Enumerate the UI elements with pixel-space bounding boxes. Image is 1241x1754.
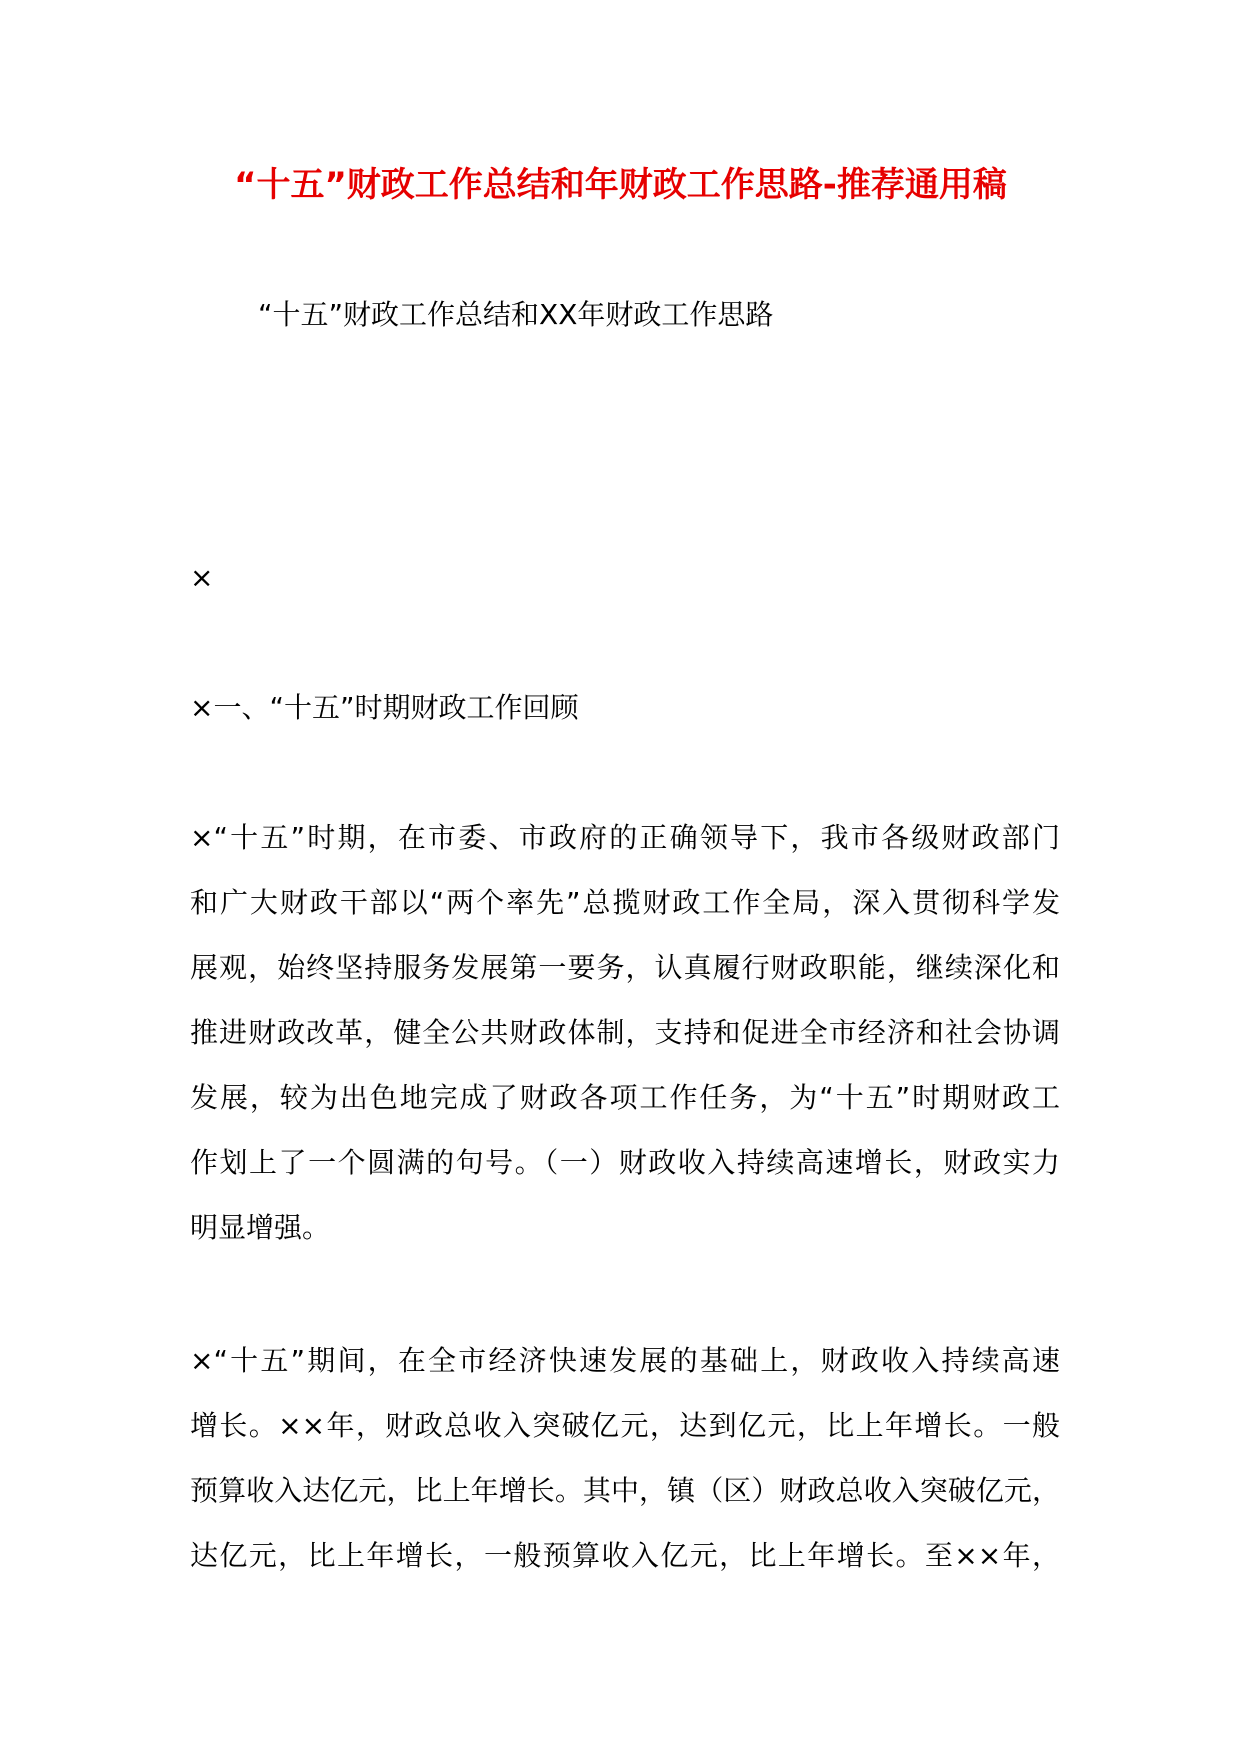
paragraph-line: 达亿元，比上年增长，一般预算收入亿元，比上年增长。至××年， <box>190 1539 1060 1572</box>
section-heading: ×一、“十五”时期财政工作回顾 <box>190 691 579 724</box>
paragraph-line: 展观，始终坚持服务发展第一要务，认真履行财政职能，继续深化和 <box>190 951 1060 984</box>
document-subtitle: “十五”财政工作总结和XX年财政工作思路 <box>258 298 774 331</box>
section-mark: × <box>190 561 214 594</box>
paragraph-revenue <box>190 1328 1060 1588</box>
paragraph-line: 增长。××年，财政总收入突破亿元，达到亿元，比上年增长。一般 <box>190 1409 1060 1442</box>
paragraph-line: 明显增强。 <box>190 1211 331 1244</box>
paragraph-line: ×“十五”期间，在全市经济快速发展的基础上，财政收入持续高速 <box>190 1344 1060 1377</box>
paragraph-line: 作划上了一个圆满的句号。（一）财政收入持续高速增长，财政实力 <box>190 1146 1060 1179</box>
paragraph-review <box>190 805 1060 1260</box>
paragraph-line: 预算收入达亿元，比上年增长。其中，镇（区）财政总收入突破亿元， <box>190 1474 1060 1507</box>
paragraph-line: 推进财政改革，健全公共财政体制，支持和促进全市经济和社会协调 <box>190 1016 1060 1049</box>
paragraph-line: 发展，较为出色地完成了财政各项工作任务，为“十五”时期财政工 <box>190 1081 1060 1114</box>
document-title: “十五”财政工作总结和年财政工作思路-推荐通用稿 <box>234 165 1007 205</box>
paragraph-line: ×“十五”时期，在市委、市政府的正确领导下，我市各级财政部门 <box>190 821 1060 854</box>
paragraph-line: 和广大财政干部以“两个率先”总揽财政工作全局，深入贯彻科学发 <box>190 886 1060 919</box>
